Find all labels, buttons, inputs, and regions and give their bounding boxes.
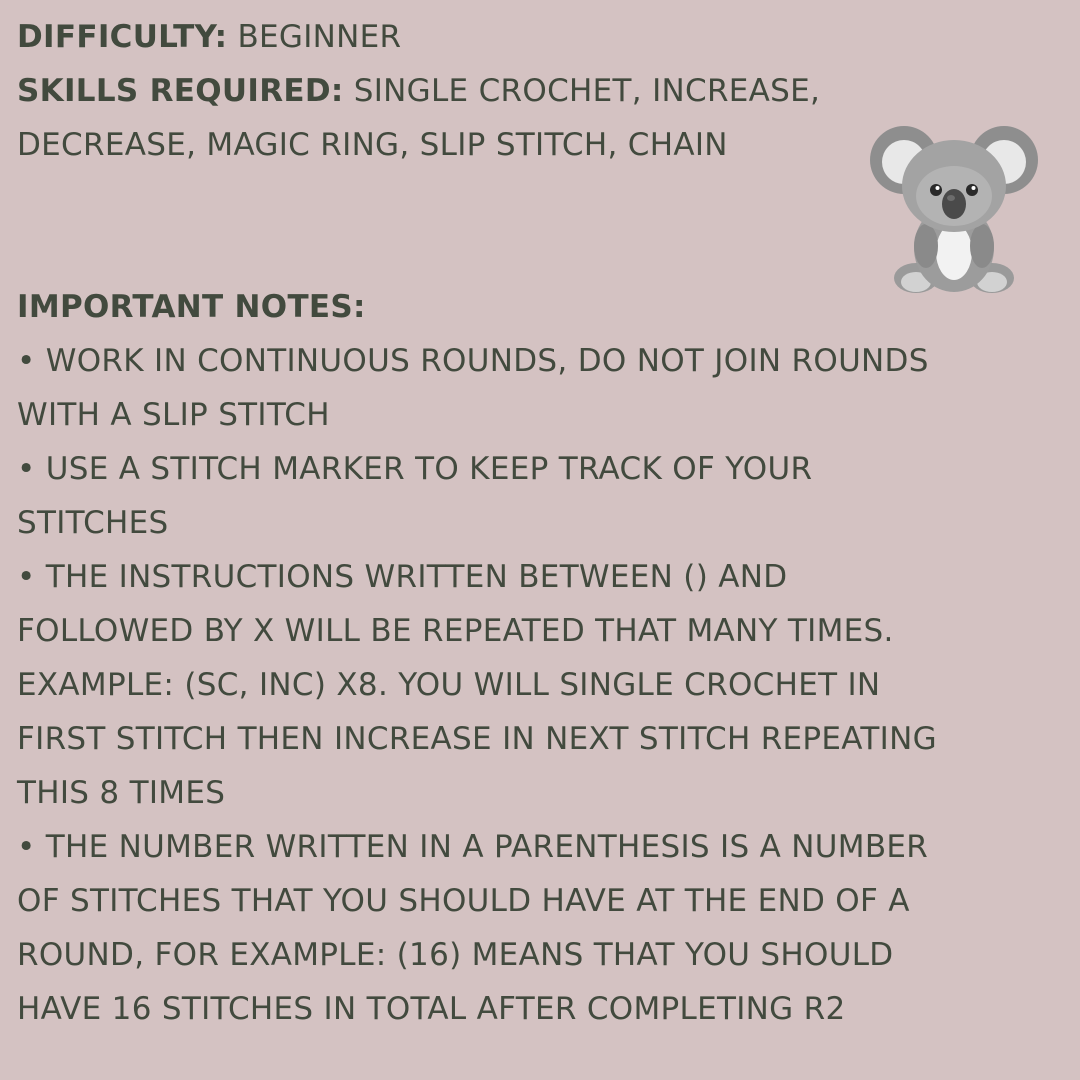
note-line: THIS 8 TIMES — [17, 775, 226, 811]
note-line: FOLLOWED BY X WILL BE REPEATED THAT MANY TIMES. — [17, 613, 894, 649]
skills-line-1 — [17, 64, 1067, 118]
skills-value-1: SINGLE CROCHET, INCREASE, — [353, 73, 821, 109]
note-line: • THE INSTRUCTIONS WRITTEN BETWEEN () AND — [17, 559, 788, 595]
note-line: • WORK IN CONTINUOUS ROUNDS, DO NOT JOIN ROUNDS — [17, 343, 929, 379]
note-line: • USE A STITCH MARKER TO KEEP TRACK OF YOUR — [17, 451, 813, 487]
skills-label: SKILLS REQUIRED: — [17, 73, 344, 109]
skills-line-2: DECREASE, MAGIC RING, SLIP STITCH, CHAIN — [17, 127, 728, 163]
difficulty-value: BEGINNER — [237, 19, 402, 55]
koala-icon — [866, 120, 1042, 302]
note-line: FIRST STITCH THEN INCREASE IN NEXT STITCH REPEATING — [17, 721, 937, 757]
note-line: HAVE 16 STITCHES IN TOTAL AFTER COMPLETING R2 — [17, 991, 846, 1027]
note-line: OF STITCHES THAT YOU SHOULD HAVE AT THE END OF A — [17, 883, 910, 919]
note-line: EXAMPLE: (SC, INC) X8. YOU WILL SINGLE CROCHET IN — [17, 667, 881, 703]
note-line: STITCHES — [17, 505, 169, 541]
important-notes-heading: IMPORTANT NOTES: — [17, 289, 366, 325]
difficulty-line — [17, 10, 1067, 64]
difficulty-label: DIFFICULTY: — [17, 19, 228, 55]
note-line: ROUND, FOR EXAMPLE: (16) MEANS THAT YOU SHOULD — [17, 937, 894, 973]
note-line: WITH A SLIP STITCH — [17, 397, 330, 433]
note-line: • THE NUMBER WRITTEN IN A PARENTHESIS IS A NUMBER — [17, 829, 929, 865]
